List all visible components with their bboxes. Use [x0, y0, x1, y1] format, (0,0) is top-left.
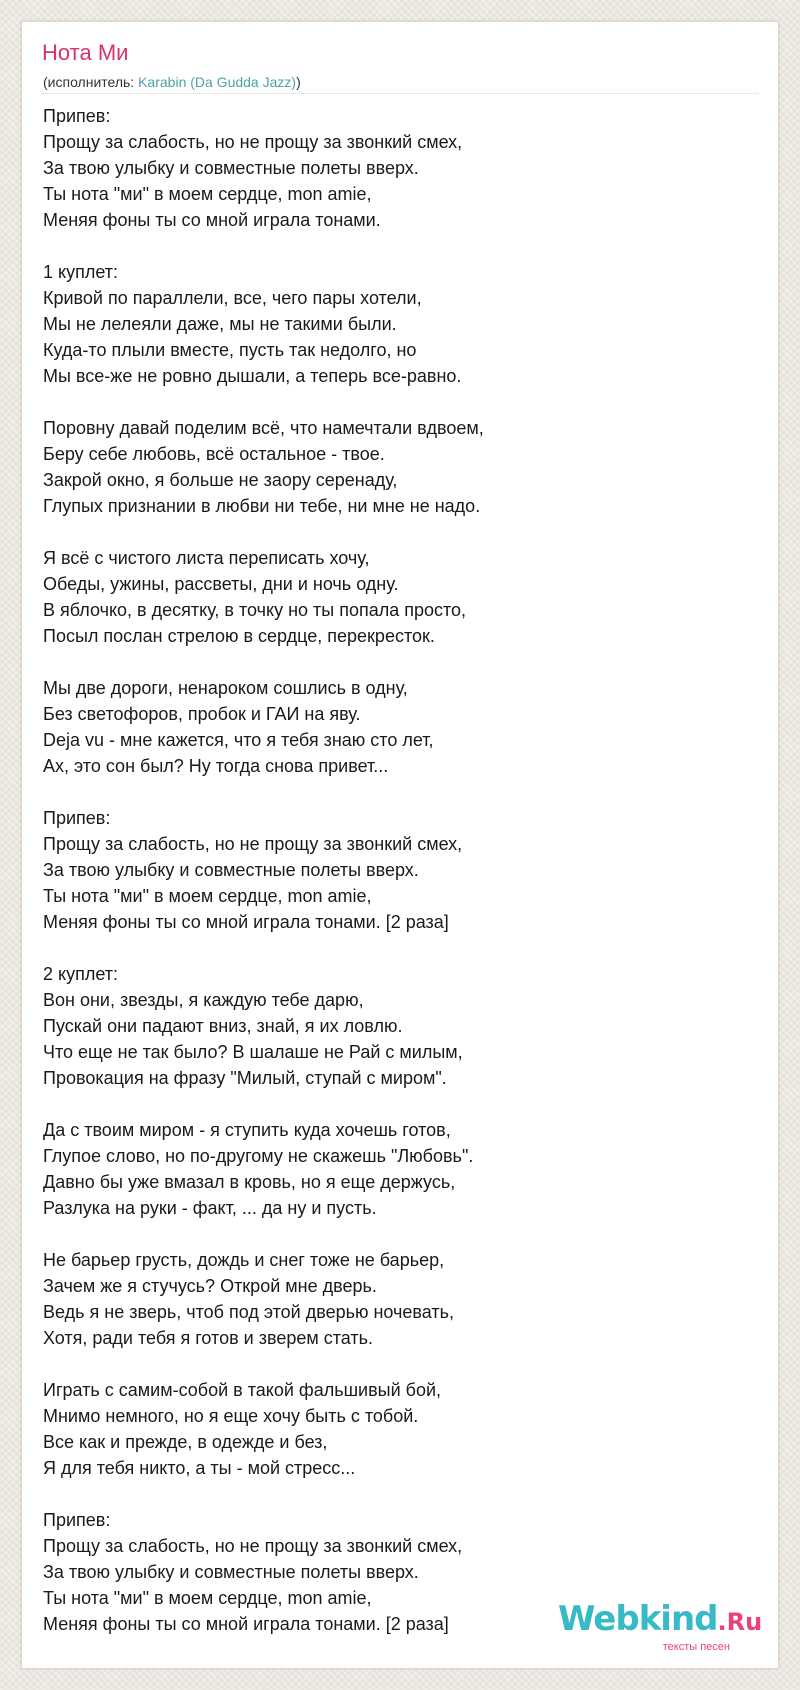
logo-wordmark [558, 1600, 762, 1641]
lyrics-line: В яблочко, в десятку, в точку но ты попала просто, [43, 600, 467, 620]
lyrics-line: За твою улыбку и совместные полеты вверх. [43, 1562, 419, 1582]
lyrics-line: Поровну давай поделим всё, что намечтали вдвоем, [43, 418, 484, 438]
lyrics-line: Глупое слово, но по-другому не скажешь "Любовь". [43, 1146, 474, 1166]
lyrics-line: Играть с самим-собой в такой фальшивый бой, [43, 1380, 442, 1400]
lyrics-line: Меняя фоны ты со мной играла тонами. [2 раза] [43, 912, 449, 932]
lyrics-line: Закрой окно, я больше не заору серенаду, [43, 470, 398, 490]
logo-tld: .Ru [717, 1608, 763, 1636]
lyrics-line: Меняя фоны ты со мной играла тонами. [43, 210, 381, 230]
lyrics-card [21, 21, 779, 1669]
logo-tagline: тексты песен [662, 1641, 730, 1653]
lyrics-line: Хотя, ради тебя я готов и зверем стать. [43, 1328, 374, 1348]
lyrics-line: Прощу за слабость, но не прощу за звонкий смех, [43, 132, 463, 152]
lyrics-line: Ведь я не зверь, чтоб под этой дверью ночевать, [43, 1302, 455, 1322]
lyrics-line: Разлука на руки - факт, ... да ну и пусть. [43, 1198, 377, 1218]
lyrics-stanza [43, 1377, 743, 1481]
artist-suffix: ) [296, 74, 301, 90]
site-logo[interactable] [558, 1599, 763, 1653]
lyrics-line: Мы не лелеяли даже, мы не такими были. [43, 314, 397, 334]
song-title: Нота Ми [42, 40, 129, 65]
lyrics-line: За твою улыбку и совместные полеты вверх. [43, 158, 419, 178]
lyrics-line: 2 куплет: [43, 964, 118, 984]
lyrics-line: Прощу за слабость, но не прощу за звонкий смех, [43, 834, 463, 854]
lyrics-line: Давно бы уже вмазал в кровь, но я еще держусь, [43, 1172, 456, 1192]
lyrics-stanza [43, 1117, 743, 1221]
lyrics-line: За твою улыбку и совместные полеты вверх. [43, 860, 419, 880]
lyrics-stanza [43, 805, 743, 935]
lyrics-stanza [43, 961, 743, 1091]
lyrics-line: Я для тебя никто, а ты - мой стресс... [43, 1458, 356, 1478]
lyrics-line: Вон они, звезды, я каждую тебе дарю, [43, 990, 364, 1010]
lyrics-line: Меняя фоны ты со мной играла тонами. [2 раза] [43, 1614, 449, 1634]
artist-prefix: (исполнитель: [43, 74, 139, 90]
lyrics-stanza [43, 103, 743, 233]
lyrics-stanza [43, 1247, 743, 1351]
lyrics-body [43, 103, 743, 1637]
lyrics-line: 1 куплет: [43, 262, 118, 282]
logo-name: Webkind [558, 1599, 718, 1639]
lyrics-line: Не барьер грусть, дождь и снег тоже не барьер, [43, 1250, 445, 1270]
lyrics-line: Пускай они падают вниз, знай, я их ловлю. [43, 1016, 403, 1036]
lyrics-line: Прощу за слабость, но не прощу за звонкий смех, [43, 1536, 463, 1556]
lyrics-stanza [43, 545, 743, 649]
lyrics-line: Ты нота "ми" в моем сердце, mon amie, [43, 1588, 372, 1608]
lyrics-line: Зачем же я стучусь? Открой мне дверь. [43, 1276, 377, 1296]
lyrics-line: Что еще не так было? В шалаше не Рай с милым, [43, 1042, 463, 1062]
lyrics-line: Без светофоров, пробок и ГАИ на яву. [43, 704, 361, 724]
lyrics-line: Ты нота "ми" в моем сердце, mon amie, [43, 184, 372, 204]
title-divider [42, 93, 758, 94]
lyrics-line: Обеды, ужины, рассветы, дни и ночь одну. [43, 574, 399, 594]
lyrics-stanza [43, 675, 743, 779]
lyrics-stanza [43, 259, 743, 389]
lyrics-line: Куда-то плыли вместе, пусть так недолго, но [43, 340, 417, 360]
lyrics-line: Припев: [43, 1510, 111, 1530]
artist-link[interactable]: Karabin (Da Gudda Jazz) [138, 74, 297, 90]
lyrics-line: Deja vu - мне кажется, что я тебя знаю сто лет, [43, 730, 434, 750]
lyrics-line: Все как и прежде, в одежде и без, [43, 1432, 328, 1452]
lyrics-line: Кривой по параллели, все, чего пары хотели, [43, 288, 422, 308]
lyrics-line: Да с твоим миром - я ступить куда хочешь готов, [43, 1120, 451, 1140]
lyrics-line: Мнимо немного, но я еще хочу быть с тобой. [43, 1406, 419, 1426]
lyrics-line: Я всё с чистого листа переписать хочу, [43, 548, 370, 568]
lyrics-line: Мы две дороги, ненароком сошлись в одну, [43, 678, 408, 698]
lyrics-line: Ты нота "ми" в моем сердце, mon amie, [43, 886, 372, 906]
lyrics-line: Беру себе любовь, всё остальное - твое. [43, 444, 385, 464]
lyrics-line: Глупых признании в любви ни тебе, ни мне не надо. [43, 496, 481, 516]
lyrics-line: Припев: [43, 106, 111, 126]
lyrics-line: Мы все-же не ровно дышали, а теперь все-равно. [43, 366, 462, 386]
lyrics-line: Припев: [43, 808, 111, 828]
lyrics-line: Провокация на фразу "Милый, ступай с миром". [43, 1068, 447, 1088]
lyrics-stanza [43, 415, 743, 519]
artist-line [43, 74, 301, 91]
lyrics-line: Посыл послан стрелою в сердце, перекресток. [43, 626, 435, 646]
lyrics-line: Ах, это сон был? Ну тогда снова привет... [43, 756, 389, 776]
